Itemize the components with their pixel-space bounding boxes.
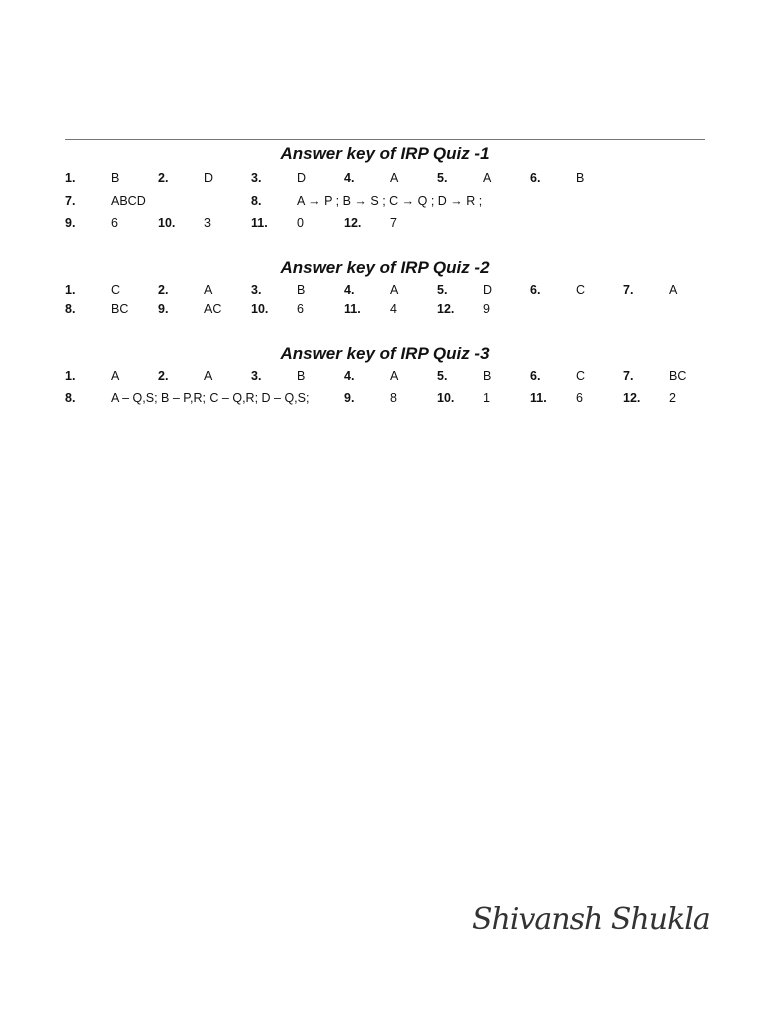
answer: A	[204, 369, 213, 383]
quiz-3-row-2	[0, 390, 768, 406]
question-number: 6.	[530, 283, 541, 297]
answer: 6	[576, 391, 583, 405]
answer: BC	[669, 369, 687, 383]
answer: A	[390, 171, 399, 185]
answer: B	[576, 171, 585, 185]
question-number: 4.	[344, 171, 355, 185]
question-number: 1.	[65, 171, 76, 185]
question-number: 5.	[437, 283, 448, 297]
question-number: 1.	[65, 283, 76, 297]
question-number: 8.	[251, 194, 262, 208]
quiz-3-title: Answer key of IRP Quiz -3	[280, 344, 490, 363]
question-number: 12.	[437, 302, 455, 316]
answer: 3	[204, 216, 211, 230]
question-number: 12.	[623, 391, 641, 405]
question-number: 2.	[158, 369, 169, 383]
answer: AC	[204, 302, 222, 316]
answer: D	[204, 171, 214, 185]
answer: B	[111, 171, 120, 185]
answer: ABCD	[111, 194, 146, 208]
answer: A	[669, 283, 678, 297]
answer: C	[111, 283, 121, 297]
quiz-3-row-1	[0, 368, 768, 384]
question-number: 11.	[251, 216, 268, 230]
answer: 4	[390, 302, 397, 316]
answer: B	[483, 369, 492, 383]
answer: B	[297, 369, 306, 383]
answer: A – Q,S; B – P,R; C – Q,R; D – Q,S;	[111, 391, 310, 405]
question-number: 11.	[530, 391, 547, 405]
answer: D	[297, 171, 307, 185]
answer: 7	[390, 216, 397, 230]
signature: Shivansh Shukla	[472, 902, 710, 937]
answer: 6	[111, 216, 118, 230]
question-number: 9.	[65, 216, 76, 230]
question-number: 12.	[344, 216, 362, 230]
answer: A	[111, 369, 120, 383]
quiz-1-row-2	[0, 193, 768, 209]
answer: A	[483, 171, 492, 185]
question-number: 8.	[65, 302, 76, 316]
question-number: 3.	[251, 369, 262, 383]
answer: B	[297, 283, 306, 297]
question-number: 2.	[158, 283, 169, 297]
answer: D	[483, 283, 493, 297]
question-number: 11.	[344, 302, 361, 316]
answer: C	[576, 283, 586, 297]
quiz-2-row-2	[0, 301, 768, 317]
quiz-1-row-1	[0, 170, 768, 186]
question-number: 2.	[158, 171, 169, 185]
question-number: 1.	[65, 369, 76, 383]
question-number: 5.	[437, 369, 448, 383]
question-number: 9.	[158, 302, 169, 316]
answer: A	[204, 283, 213, 297]
quiz-1-title: Answer key of IRP Quiz -1	[280, 144, 490, 163]
question-number: 7.	[623, 369, 634, 383]
answer: A	[390, 369, 399, 383]
quiz-1-row-3	[0, 215, 768, 231]
quiz-2-title: Answer key of IRP Quiz -2	[280, 258, 490, 277]
question-number: 4.	[344, 283, 355, 297]
question-number: 10.	[158, 216, 176, 230]
answer: 9	[483, 302, 490, 316]
answer: 8	[390, 391, 397, 405]
answer: C	[576, 369, 586, 383]
question-number: 5.	[437, 171, 448, 185]
question-number: 10.	[251, 302, 269, 316]
question-number: 6.	[530, 369, 541, 383]
answer: 1	[483, 391, 490, 405]
answer: 0	[297, 216, 304, 230]
question-number: 9.	[344, 391, 355, 405]
answer: BC	[111, 302, 129, 316]
answer: A → P ; B → S ; C → Q ; D → R ;	[297, 194, 483, 208]
answer: 6	[297, 302, 304, 316]
question-number: 4.	[344, 369, 355, 383]
top-rule	[65, 139, 705, 140]
question-number: 8.	[65, 391, 76, 405]
question-number: 10.	[437, 391, 455, 405]
quiz-2-row-1	[0, 282, 768, 298]
question-number: 6.	[530, 171, 541, 185]
question-number: 7.	[65, 194, 76, 208]
question-number: 3.	[251, 171, 262, 185]
answer: A	[390, 283, 399, 297]
question-number: 7.	[623, 283, 634, 297]
answer: 2	[669, 391, 676, 405]
question-number: 3.	[251, 283, 262, 297]
